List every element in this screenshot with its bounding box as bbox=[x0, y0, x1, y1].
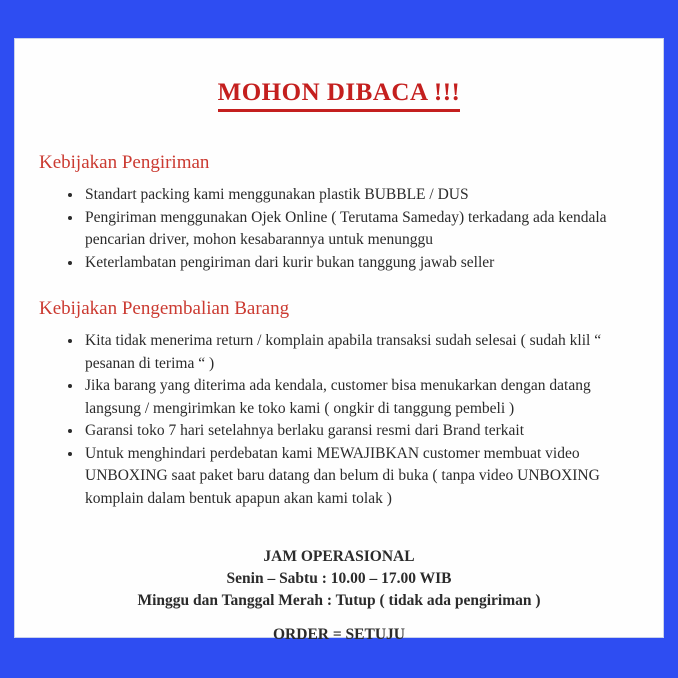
list-item: • Jika barang yang diterima ada kendala, customer bisa menukarkan dengan datang langsung / mengirimkan ke toko kami ( ongkir di tanggung pembeli ) bbox=[83, 375, 639, 420]
list-item: • Keterlambatan pengiriman dari kurir bukan tanggung jawab seller bbox=[83, 252, 639, 275]
shipping-bullet-list bbox=[39, 184, 639, 274]
operational-hours-block bbox=[39, 546, 639, 646]
section-return-policy bbox=[39, 298, 639, 510]
operational-hours-weekdays: Senin – Sabtu : 10.00 – 17.00 WIB bbox=[226, 570, 452, 587]
order-agreement-text: ORDER = SETUJU bbox=[273, 626, 405, 643]
list-item: • Pengiriman menggunakan Ojek Online ( Terutama Sameday) terkadang ada kendala pencarian driver, mohon kesabarannya untuk menunggu bbox=[83, 207, 639, 252]
operational-hours-holiday: Minggu dan Tanggal Merah : Tutup ( tidak ada pengiriman ) bbox=[137, 592, 541, 609]
list-item: • Untuk menghindari perdebatan kami MEWAJIBKAN customer membuat video UNBOXING saat paket baru datang dan belum di buka ( tanpa video UNBOXING komplain dalam bentuk apapun akan kami tolak ) bbox=[83, 443, 639, 511]
list-item: • Garansi toko 7 hari setelahnya berlaku garansi resmi dari Brand terkait bbox=[83, 420, 639, 443]
notice-page bbox=[14, 38, 664, 643]
list-item: • Standart packing kami menggunakan plastik BUBBLE / DUS bbox=[83, 184, 639, 207]
page-title bbox=[39, 71, 639, 112]
page-title-text: MOHON DIBACA !!! bbox=[218, 79, 461, 112]
section-heading-return: Kebijakan Pengembalian Barang bbox=[39, 298, 290, 319]
section-heading-shipping: Kebijakan Pengiriman bbox=[39, 152, 210, 173]
section-shipping-policy bbox=[39, 152, 639, 274]
list-item: • Kita tidak menerima return / komplain apabila transaksi sudah selesai ( sudah klil “ pesanan di terima “ ) bbox=[83, 330, 639, 375]
operational-hours-title: JAM OPERASIONAL bbox=[263, 548, 415, 565]
return-bullet-list bbox=[39, 330, 639, 510]
